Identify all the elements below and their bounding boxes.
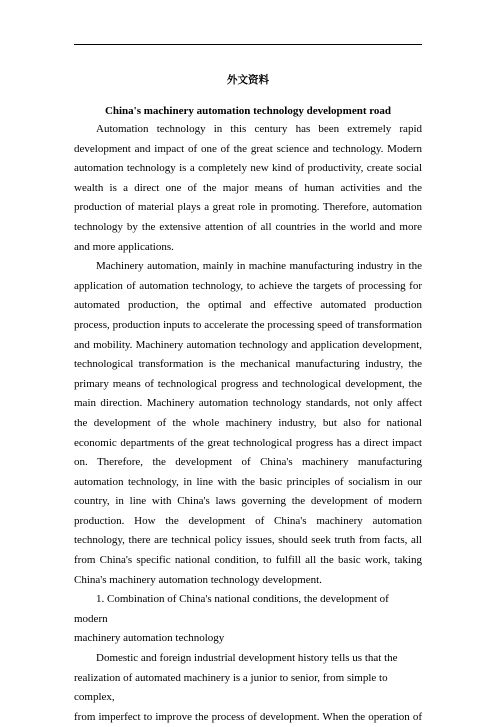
section-heading-line-1: 1. Combination of China's national conditions, the development of modern bbox=[74, 593, 389, 625]
section-heading bbox=[74, 590, 422, 649]
section-paragraph bbox=[74, 649, 422, 727]
header-rule bbox=[74, 44, 422, 45]
document-heading: 外文资料 bbox=[227, 74, 269, 86]
section-paragraph-line-1: Domestic and foreign industrial development history tells us that the bbox=[96, 652, 398, 665]
section-paragraph-line-2: realization of automated machinery is a junior to senior, from simple to complex, bbox=[74, 671, 388, 704]
document-body bbox=[74, 70, 422, 727]
paragraph-2: Machinery automation, mainly in machine manufacturing industry in the application of automation technology, to achieve the targets of processing for automated production, the optimal and effective automated production process, production inputs to accelerate the processing speed of transformation and mobility. Machinery automation technology and application development, technological transformation is the mechanical manufacturing industry, the primary means of technological progress and technological development, the main direction. Machinery automation technology standards, not only affect the development of the whole machinery industry, but also for national economic departments of the great technological progress has a direct impact on. Therefore, the development of China's machinery manufacturing automation technology, in line with the basic principles of socialism in our country, in line with China's laws governing the development of modern production. How the development of China's machinery automation technology, there are technical policy issues, should seek truth from facts, all from China's specific national condition, to fulfill all the basic work, taking China's machinery automation technology development. bbox=[74, 260, 422, 586]
section-heading-line-2: machinery automation technology bbox=[74, 632, 225, 645]
paragraph-1: Automation technology in this century has been extremely rapid development and impact of one of the great science and technology. Modern automation technology is a completely new kind of productivity, create social wealth is a direct one of the major means of human activities and the production of material plays a great role in promoting. Therefore, automation technology by the extensive attention of all countries in the world and more and more applications. bbox=[74, 123, 422, 253]
section-paragraph-line-3: from imperfect to improve the process of development. When the operation of bbox=[74, 710, 422, 723]
article-title: China's machinery automation technology development road bbox=[104, 105, 392, 117]
